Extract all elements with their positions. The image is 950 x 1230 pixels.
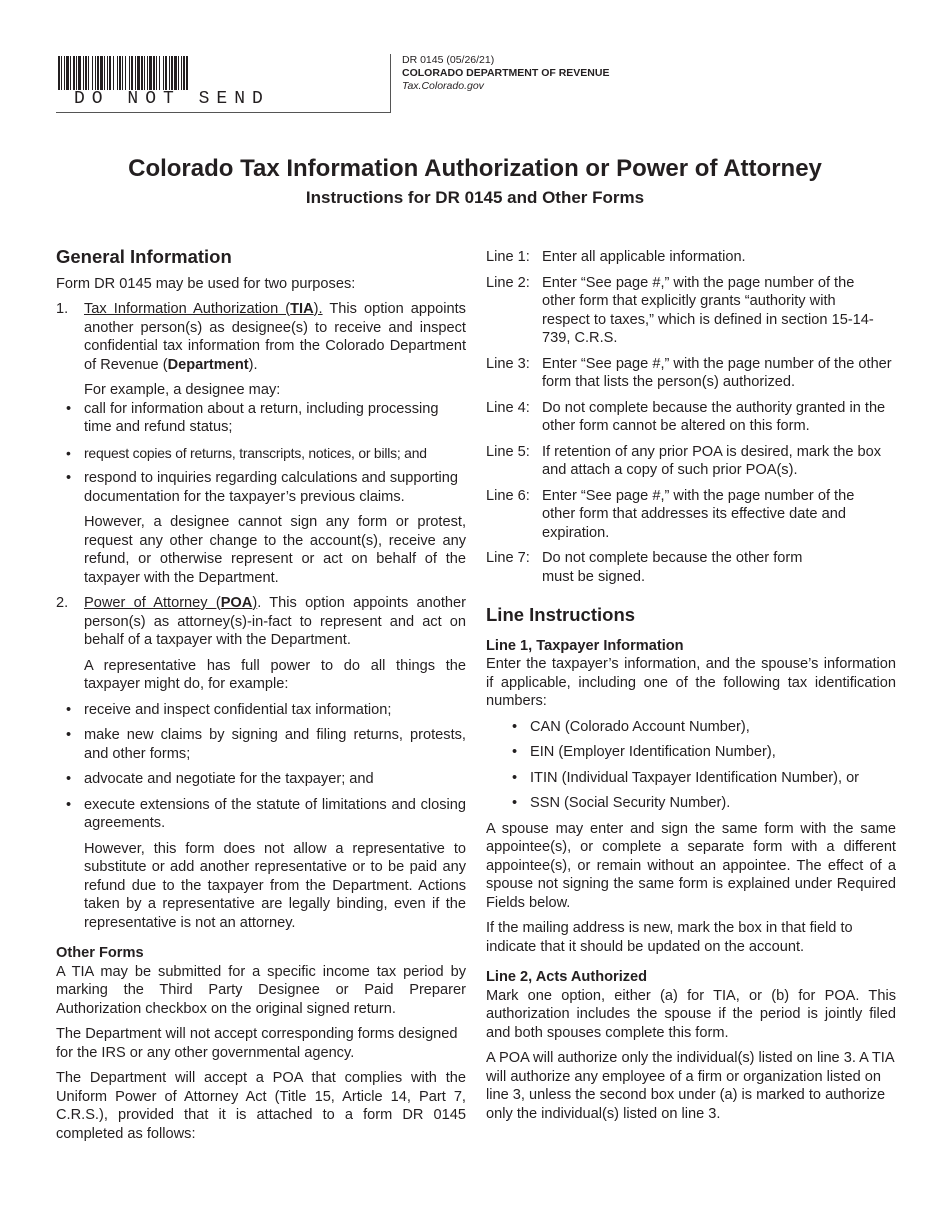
list-item: • receive and inspect confidential tax information;	[64, 701, 466, 720]
list-item: • respond to inquiries regarding calculations and supporting documentation for the taxpayer’s previous claims.	[64, 469, 466, 506]
form-id: DR 0145 (05/26/21)	[402, 54, 495, 66]
poa-representative-intro: A representative has full power to do all things the taxpayer might do, for example:	[84, 657, 466, 692]
list-item: • SSN (Social Security Number).	[510, 794, 896, 813]
general-intro: Form DR 0145 may be used for two purposes:	[56, 275, 356, 292]
poa-however: However, this form does not allow a representative to substitute or add another representative or to be paid any refund due to the taxpayer from the Department. Actions taken by a representative are legally binding, even if the representative is not an attorney.	[84, 840, 466, 931]
line1-heading: Line 1, Taxpayer Information	[486, 637, 684, 654]
list-item: • ITIN (Individual Taxpayer Identification Number), or	[510, 769, 896, 788]
line2-p2: A POA will authorize only the individual(s) listed on line 3. A TIA will authorize any employee of a firm or organization listed on line 3, unless the second box under (a) is marked to authorize only the individual(s) listed on line 3.	[486, 1050, 894, 1122]
list-item: Line 4: Do not complete because the authority granted in the other form cannot be altered on this form.	[486, 399, 886, 434]
other-forms-heading: Other Forms	[56, 945, 144, 961]
list-item: Line 3: Enter “See page #,” with the page number of the other form that lists the person(s) authorized.	[486, 355, 892, 390]
tia-however: However, a designee cannot sign any form or protest, request any other change to the account(s), receive any refund, or otherwise represent or act on behalf of the taxpayer with the Department.	[84, 514, 466, 586]
list-item: Line 6: Enter “See page #,” with the page number of the other form that addresses its effective date and expiration.	[486, 487, 855, 541]
tax-id-list	[510, 718, 896, 813]
list-item: Line 7: Do not complete because the other form must be signed.	[486, 550, 803, 585]
poa-bullet-list	[84, 701, 466, 833]
list-item: • EIN (Employer Identification Number),	[510, 743, 896, 762]
list-item: Line 5: If retention of any prior POA is desired, mark the box and attach a copy of such prior POA(s).	[486, 443, 882, 478]
list-item: • CAN (Colorado Account Number),	[510, 718, 896, 737]
general-information-heading: General Information	[56, 246, 232, 267]
tia-bullet-list	[84, 400, 466, 507]
do-not-send-label: DO NOT SEND	[74, 89, 270, 109]
purpose-item-tia: 1. Tax Information Authorization (TIA). This option appoints another person(s) as designee(s) to receive and inspect confidential tax information from the Colorado Department of Revenue (Department).	[56, 301, 466, 373]
line2-heading: Line 2, Acts Authorized	[486, 969, 648, 985]
list-item: • advocate and negotiate for the taxpayer; and	[64, 770, 466, 789]
page-subtitle: Instructions for DR 0145 and Other Forms	[305, 188, 645, 207]
barcode-image	[58, 56, 276, 90]
item-number: 2.	[56, 595, 69, 611]
form-meta	[402, 54, 609, 93]
line1-intro: Enter the taxpayer’s information, and the spouse’s information if applicable, including one of the following tax identification numbers:	[486, 656, 896, 709]
list-item: Line 2: Enter “See page #,” with the page number of the other form that explicitly grants “authority with respect to taxes,” which is defined in section 15-14-739, C.R.S.	[486, 274, 874, 346]
line1-address-note: If the mailing address is new, mark the box in that field to indicate that it should be updated on the account.	[486, 920, 853, 955]
line1-spouse-note: A spouse may enter and sign the same form with the same appointee(s), or complete a separate form with a different appointee(s), or remain without an appointee. The effect of a spouse not signing the same form is explained under Required Fields below.	[486, 820, 896, 911]
item-number: 1.	[56, 301, 69, 317]
tia-example-intro: For example, a designee may:	[84, 382, 281, 398]
list-item: • execute extensions of the statute of limitations and closing agreements.	[64, 796, 466, 833]
purpose-item-poa: 2. Power of Attorney (POA). This option appoints another person(s) as attorney(s)-in-fact to represent and act on behalf of a taxpayer with the Department.	[56, 595, 467, 648]
list-item: • request copies of returns, transcripts, notices, or bills; and	[64, 444, 466, 463]
line-instructions-heading: Line Instructions	[486, 604, 636, 625]
right-column	[486, 248, 896, 1130]
department-name: COLORADO DEPARTMENT OF REVENUE	[402, 67, 610, 79]
page-title: Colorado Tax Information Authorization or Power of Attorney	[128, 155, 822, 182]
list-item: Line 1: Enter all applicable information.	[486, 249, 746, 265]
website-link[interactable]: Tax.Colorado.gov	[402, 80, 484, 92]
poa-line-list	[486, 248, 896, 586]
list-item: • make new claims by signing and filing returns, protests, and other forms;	[64, 726, 466, 763]
other-forms-p1: A TIA may be submitted for a specific income tax period by marking the Third Party Designee or Paid Preparer Authorization checkbox on the original signed return.	[56, 963, 466, 1017]
other-forms-p2: The Department will not accept corresponding forms designed for the IRS or any other governmental agency.	[56, 1026, 458, 1061]
list-item: • call for information about a return, including processing time and refund status;	[64, 400, 466, 437]
left-column	[56, 248, 466, 1150]
other-forms-p3: The Department will accept a POA that complies with the Uniform Power of Attorney Act (Title 15, Article 14, Part 7, C.R.S.), provided that it is attached to a form DR 0145 completed as follows:	[56, 1070, 466, 1142]
line2-p1: Mark one option, either (a) for TIA, or (b) for POA. This authorization includes the spouse if the period is jointly filed and both spouses complete this form.	[486, 987, 896, 1041]
